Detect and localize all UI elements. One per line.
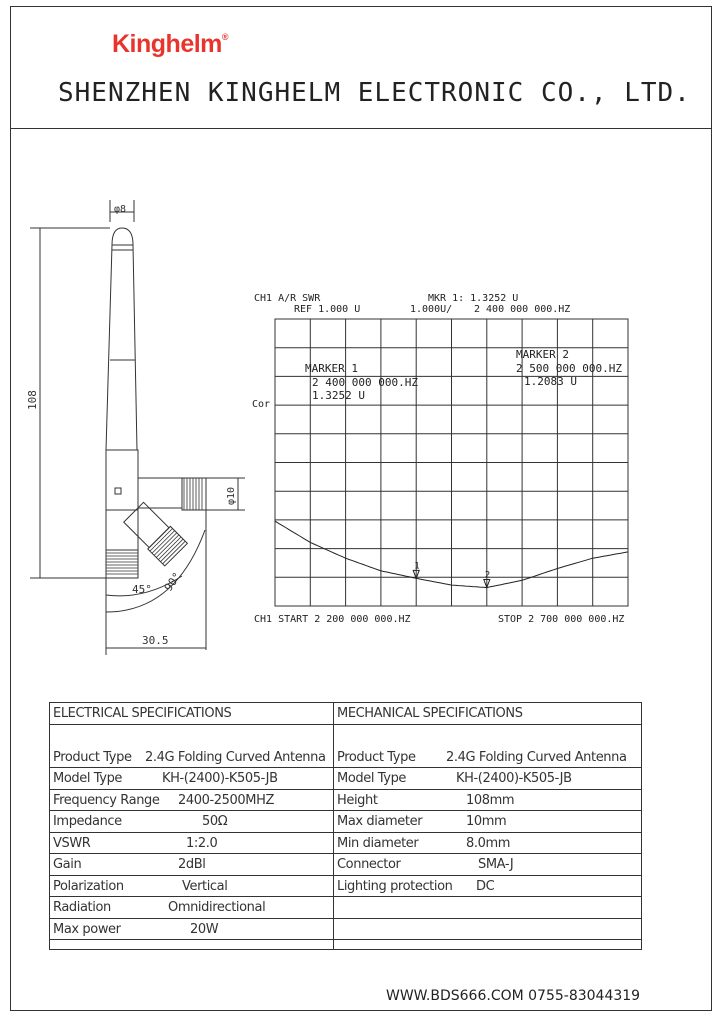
electrical-specs xyxy=(50,703,333,949)
spec-value: 2.4G Folding Curved Antenna xyxy=(145,749,326,765)
marker-1-id: 1 xyxy=(414,561,420,572)
table-row xyxy=(334,833,641,855)
footer-contact: WWW.BDS666.COM 0755-83044319 xyxy=(386,988,641,1004)
electrical-title: ELECTRICAL SPECIFICATIONS xyxy=(53,706,232,721)
table-row xyxy=(334,747,641,769)
spec-value: Vertical xyxy=(182,878,228,894)
table-row xyxy=(334,768,641,790)
marker-2-freq: 2 500 000 000.HZ xyxy=(516,362,622,375)
marker-2-value: 1.2083 U xyxy=(524,375,577,388)
spec-label: Max power xyxy=(53,921,121,937)
spec-label: Impedance xyxy=(53,814,122,829)
table-row xyxy=(50,876,333,898)
spec-value: 10mm xyxy=(466,814,507,829)
chart-cor: Cor xyxy=(252,399,271,410)
spacer-row xyxy=(50,725,333,747)
spec-value: KH-(2400)-K505-JB xyxy=(162,771,278,786)
spec-label: VSWR xyxy=(53,835,91,851)
chart-start: CH1 START 2 200 000 000.HZ xyxy=(254,614,411,625)
table-row xyxy=(334,919,641,941)
table-row xyxy=(50,833,333,855)
table-row xyxy=(50,919,333,941)
dim-width: 30.5 xyxy=(142,634,169,647)
spec-value: 50Ω xyxy=(202,814,228,829)
spec-label: Product Type xyxy=(53,749,132,765)
marker-2-id: 2 xyxy=(484,570,491,581)
chart-scale: 1.000U/ xyxy=(410,304,453,315)
table-row xyxy=(50,747,333,769)
angle-45: 45° xyxy=(132,583,152,596)
spacer-row xyxy=(334,725,641,747)
table-row xyxy=(334,897,641,919)
spec-label: Gain xyxy=(53,857,82,872)
spec-label: Frequency Range xyxy=(53,792,160,808)
spec-label: Connector xyxy=(337,857,401,872)
mechanical-title-row xyxy=(334,703,641,725)
spec-value: 108mm xyxy=(466,792,515,808)
angle-90: 90° xyxy=(161,569,184,594)
chart-mkr-freq: 2 400 000 000.HZ xyxy=(474,304,571,315)
spec-label: Polarization xyxy=(53,878,124,894)
marker-2-label: MARKER 2 xyxy=(516,348,569,361)
kinghelm-logo: Kinghelm® xyxy=(112,30,229,58)
mechanical-specs xyxy=(334,703,641,949)
spec-value: 2.4G Folding Curved Antenna xyxy=(446,749,627,765)
table-row xyxy=(334,811,641,833)
table-row xyxy=(50,854,333,876)
spec-value: DC xyxy=(476,878,495,894)
specifications-table xyxy=(49,702,642,950)
table-row xyxy=(50,768,333,790)
table-row xyxy=(334,790,641,812)
company-name: SHENZHEN KINGHELM ELECTRONIC CO., LTD. xyxy=(58,78,691,108)
spec-value: 2dBl xyxy=(178,857,206,872)
table-row xyxy=(50,790,333,812)
spec-label: Lighting protection xyxy=(337,878,453,894)
spec-label: Max diameter xyxy=(337,814,423,829)
spec-label: Radiation xyxy=(53,900,111,915)
spec-value: 2400-2500MHZ xyxy=(178,792,274,808)
spec-label: Model Type xyxy=(53,771,123,786)
marker-1-value: 1.3252 U xyxy=(312,389,365,402)
table-row xyxy=(50,811,333,833)
spec-value: KH-(2400)-K505-JB xyxy=(456,771,572,786)
spec-label: Product Type xyxy=(337,749,416,765)
chart-ref: REF 1.000 U xyxy=(294,304,361,315)
spec-label: Min diameter xyxy=(337,835,419,851)
chart-stop: STOP 2 700 000 000.HZ xyxy=(498,614,625,625)
electrical-title-row xyxy=(50,703,333,725)
chart-ch1-label: CH1 A/R SWR xyxy=(254,293,321,304)
dim-connector-diameter: φ10 xyxy=(226,486,237,505)
spec-label: Height xyxy=(337,792,378,808)
table-row xyxy=(50,897,333,919)
dim-top-diameter: φ8 xyxy=(114,204,127,215)
marker-1-label: MARKER 1 xyxy=(305,362,358,375)
spec-value: 8.0mm xyxy=(466,835,511,851)
mechanical-title: MECHANICAL SPECIFICATIONS xyxy=(337,706,523,721)
dim-height: 108 xyxy=(26,390,39,410)
table-row xyxy=(334,854,641,876)
table-row xyxy=(334,876,641,898)
spec-label: Model Type xyxy=(337,771,407,786)
chart-mkr: MKR 1: 1.3252 U xyxy=(428,293,519,304)
marker-1-freq: 2 400 000 000.HZ xyxy=(312,376,418,389)
spec-value: Omnidirectional xyxy=(168,900,266,915)
spec-value: 1:2.0 xyxy=(186,835,218,851)
spec-value: SMA-J xyxy=(478,857,514,872)
spec-value: 20W xyxy=(190,921,219,937)
